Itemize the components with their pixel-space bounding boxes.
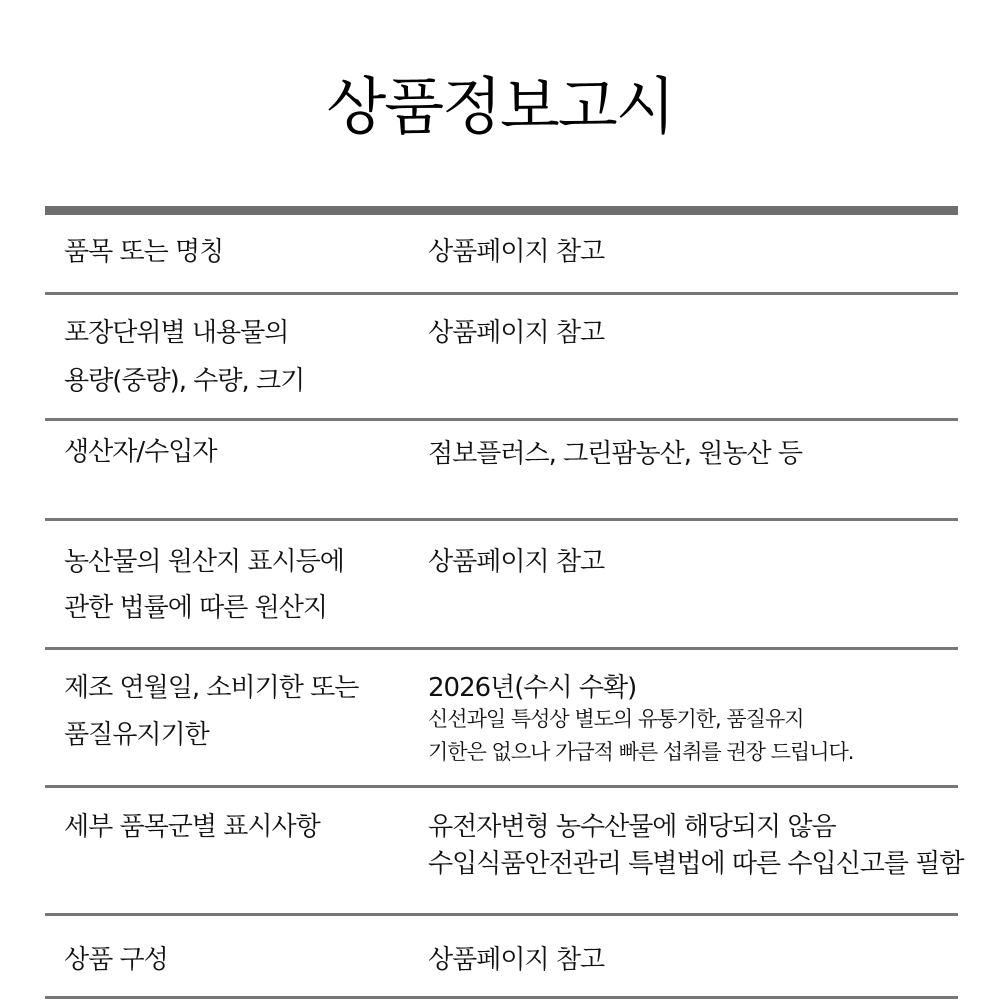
value-expiration: 2026년(수시 수확) — [428, 673, 637, 703]
value-product-name: 상품페이지 참고 — [428, 237, 605, 267]
label-product-name: 품목 또는 명칭 — [64, 237, 224, 267]
value-origin: 상품페이지 참고 — [428, 547, 605, 577]
row-divider — [45, 996, 958, 999]
row-divider — [45, 913, 958, 916]
note-expiration-line2: 기한은 없으나 가급적 빠른 섭취를 권장 드립니다. — [428, 740, 854, 764]
row-divider — [45, 418, 958, 421]
row-divider — [45, 518, 958, 521]
value-detailed-labeling-line2: 수입식품안전관리 특별법에 따른 수입신고를 필함 — [428, 849, 964, 879]
value-package-capacity: 상품페이지 참고 — [428, 318, 605, 348]
label-product-composition: 상품 구성 — [64, 945, 168, 975]
label-origin-line1: 농산물의 원산지 표시등에 — [64, 547, 344, 577]
label-package-capacity-line2: 용량(중량), 수량, 크기 — [64, 366, 305, 396]
row-divider — [45, 647, 958, 650]
label-expiration-line1: 제조 연월일, 소비기한 또는 — [64, 673, 359, 703]
row-divider — [45, 292, 958, 295]
label-detailed-labeling: 세부 품목군별 표시사항 — [64, 812, 320, 842]
header-divider-bar — [45, 206, 958, 215]
label-expiration-line2: 품질유지기한 — [64, 720, 209, 750]
value-detailed-labeling-line1: 유전자변형 농수산물에 해당되지 않음 — [428, 812, 836, 842]
page-title: 상품정보고시 — [326, 70, 674, 143]
row-divider — [45, 785, 958, 788]
label-origin-line2: 관한 법률에 따른 원산지 — [64, 593, 327, 623]
note-expiration-line1: 신선과일 특성상 별도의 유통기한, 품질유지 — [428, 707, 804, 731]
label-package-capacity-line1: 포장단위별 내용물의 — [64, 318, 289, 348]
label-producer-importer: 생산자/수입자 — [64, 437, 217, 467]
value-producer-importer: 점보플러스, 그린팜농산, 원농산 등 — [428, 439, 802, 469]
value-product-composition: 상품페이지 참고 — [428, 945, 605, 975]
